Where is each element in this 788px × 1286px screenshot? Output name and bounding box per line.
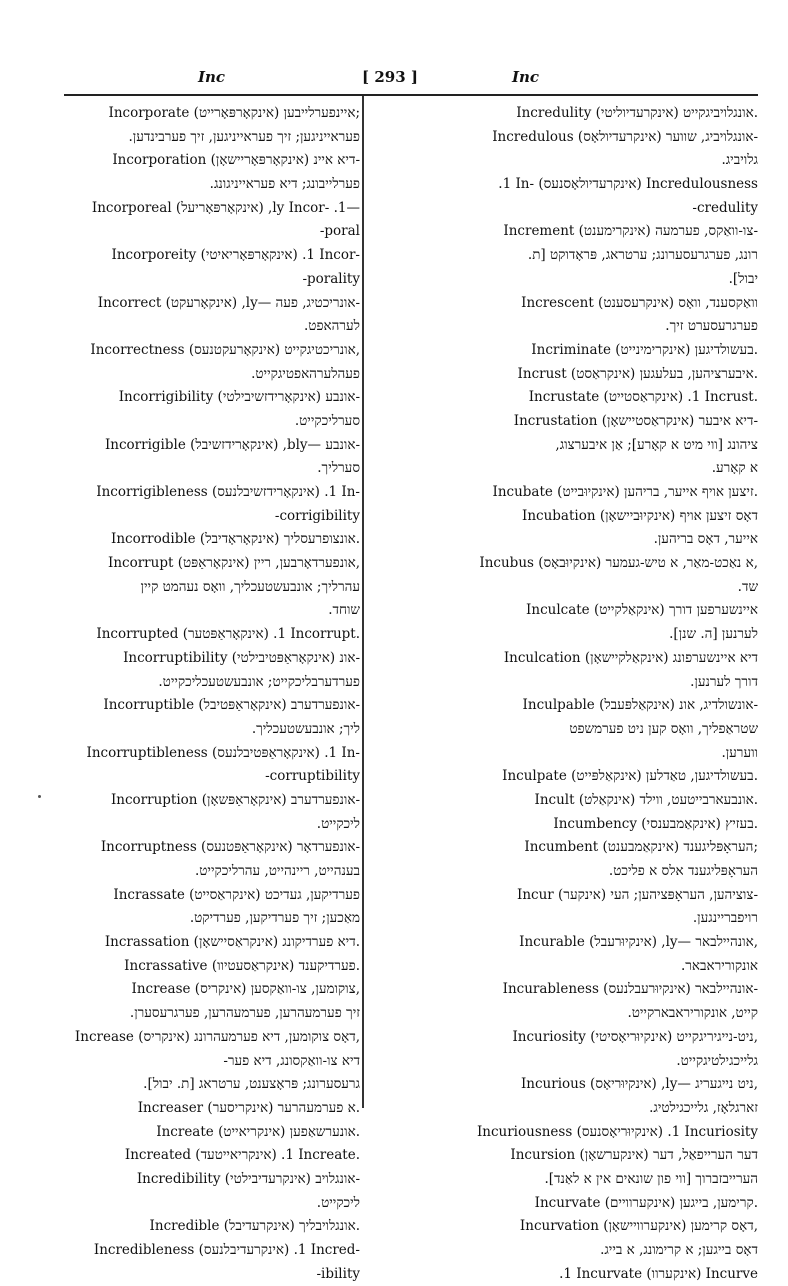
entry-line: דיא צו-וואַקסונג, דיא פער- — [223, 1052, 360, 1069]
entry-line: Incorrupted (אינקאָראַפּטער) .1 Incorrupt. — [96, 626, 360, 643]
entry-line: Incumbent (אינקאַמבענט) העראָפּליגענד; — [524, 839, 758, 856]
entry-line: לערהאפט. — [304, 318, 360, 335]
entry-line: לערנען [ה. שנן]. — [669, 626, 758, 643]
entry-line: Incorruptibleness (אינקאָראַפּטיבלנעס) .1 In- — [86, 744, 360, 761]
entry-line: זארגלאָז, גלייכגילטיג. — [649, 1099, 758, 1116]
entry-line: פערגרעסערט זיך. — [665, 318, 758, 335]
entry-line: קייט, אונקוריראבארקייט. — [627, 1005, 758, 1022]
entry-line: פערלייבונג; דיא פעראייניגונג. — [209, 176, 360, 193]
margin-speck — [38, 795, 41, 798]
entry-line: Incurious (אינקיוּריאָס) ,ly— ניט נייגעריג, — [520, 1076, 758, 1093]
entry-line: -poral — [319, 223, 360, 240]
entry-line: Incurable (אינקיוּרעבל) ,ly— אונהיילבאר, — [519, 934, 758, 951]
entry-line: Incumbency (אינקאַמבענסי) בעזיץ. — [553, 815, 758, 832]
entry-line: Increaser (אינקריסער) א פערמעהרער. — [137, 1099, 360, 1116]
running-head-right: Inc — [512, 68, 540, 86]
entry-line: -porality — [302, 270, 360, 287]
entry-line: Incursion (אינקערשאָן) דער הערייפאַל, דער — [510, 1147, 758, 1164]
entry-line: ווערען. — [721, 744, 758, 761]
entry-line: זיך פערמעהרען, פערמעהרען, פערגרעסערן. — [129, 1005, 360, 1022]
entry-line: Inculcation (אינקאַלקיישאָן) דיא איינשערפונג — [503, 649, 758, 666]
header-rule — [64, 94, 758, 96]
entry-line: Incrust (אינקראַסט) איבערציהען, בעלעגען. — [517, 365, 758, 382]
entry-line: Incorrigibility (אינקאָרידזשיבילטי) אונבע- — [118, 389, 360, 406]
entry-line: אייער, דאָס בריהען. — [653, 531, 758, 548]
entry-line: Incubation (אינקיוּביישאָן) דאָס זיצען אויף — [521, 507, 758, 524]
entry-line: Incorrectness (אינקאָרעקטנעס) אונריכטיגקייט, — [90, 341, 360, 358]
entry-line: סערליכקייט. — [294, 412, 360, 429]
entry-line: Incorrodible (אינקאָראָדיבל) אונצופרעסליך. — [110, 531, 360, 548]
entry-line: Incorruptible (אינקאָראַפּטיבל) אונפערדערב- — [103, 697, 360, 714]
entry-line: Inculpate (אינקאַלפּייט) בעשולדיגען, טאַדלען. — [502, 768, 758, 785]
entry-line: Incrustate (אינקראַסטייט) .1 Incrust. — [528, 389, 758, 406]
entry-line: רויפבריינגען. — [692, 910, 758, 927]
entry-line: Incorruptibility (אינקאָראַפּטיבילטי) אונ- — [123, 649, 360, 666]
left-column — [64, 102, 360, 1286]
entry-line: פערדערבליכקייט; אונבעשטעכליכקייט. — [158, 673, 360, 690]
entry-line: מאַכען; זיך פערדיקען, פערדיקט. — [189, 910, 360, 927]
entry-line: Incrassate (אינקראַסייט) פערדיקען, געדיכט — [113, 886, 360, 903]
entry-line: Incurvation (אינקערוויישאָן) דאָס קרימען, — [519, 1218, 758, 1235]
entry-line: Increase (אינקריס) צוקומען, צו-וואַקסען, — [131, 981, 360, 998]
entry-line: .1 In- (אינקרעדיולאָסנעס) Incredulousness — [498, 176, 758, 193]
entry-line: Incorrect (אינקאָרעקט) ,ly— אונריכטיג, פעה- — [97, 294, 360, 311]
entry-line: א קאָרע. — [711, 460, 758, 477]
entry-line: דאָס בייגען; א קרימונג, א בייג. — [600, 1242, 758, 1258]
entry-line: Increate (אינקריאייט) אונערשאַפען. — [156, 1123, 360, 1140]
entry-line: -corrigibility — [274, 507, 360, 524]
entry-line: בענהייט, ריינהייט, עהרליכקייט. — [194, 863, 360, 879]
running-head-left: Inc — [198, 68, 226, 86]
column-divider — [362, 96, 364, 1108]
entry-line: -corruptibility — [265, 768, 360, 785]
entry-line: עהרליך; אונבעשטעכליך, וואָס נעהמט קיין — [140, 578, 360, 595]
entry-line: גלייכגילטיגקייט. — [676, 1052, 758, 1069]
entry-line: שוחד. — [328, 602, 360, 619]
entry-line: -credulity — [692, 199, 758, 216]
entry-line: Incrassation (אינקראַסיישאָן) דיא פערדיקונג. — [104, 934, 360, 951]
entry-line: ליכקייט. — [316, 815, 360, 832]
entry-line: פעראייניגען; זיך פעראייניגען, זיך פערבינדען. — [128, 128, 360, 145]
entry-line: Incredulous (אינקרעדיולאָס) אונגלויביג, שווער- — [492, 128, 758, 145]
entry-line: Incuriosity (אינקיוּריאָסיטי) ניט-נייגיריגקייט, — [512, 1028, 758, 1045]
entry-line: -ibility — [316, 1265, 360, 1282]
entry-line: Incult (אינקאַלט) אונבעארבייטעט, ווילד. — [534, 791, 758, 808]
page-number: [ 293 ] — [362, 68, 418, 86]
entry-line: Incredulity (אינקרעדיוליטי) אונגלויביגקייט. — [516, 105, 758, 121]
entry-line: Incorporeity (אינקאָרפּאָריאיטי) .1 Incor- — [111, 247, 360, 264]
entry-line: ליכקייט. — [316, 1194, 360, 1211]
entry-line: Incurableness (אינקיוּרעבלנעס) אונהיילבאר- — [502, 981, 758, 998]
entry-line: גרעסערונג; פּראָצענט, ערטראג [ת. יבול]. — [143, 1076, 360, 1093]
right-column — [366, 102, 758, 1286]
entry-line: Incorporation (אינקאָרפּאָריישאָן) דיא איינ- — [112, 152, 360, 169]
entry-line: Incredible (אינקרעדיבל) אונגלויבליך. — [149, 1218, 360, 1235]
entry-line: פעהלערהאפטיגקייט. — [251, 365, 360, 382]
entry-line: דורך לערנען. — [690, 673, 758, 690]
entry-line: יבול]. — [728, 270, 758, 287]
entry-line: Incorruption (אינקאָראַפּשאָן) אונפערדערב- — [110, 791, 360, 808]
entry-line: Incubus (אינקיוּבאָס) א נאַכט-מאַר, א טיש-געמער, — [479, 555, 758, 572]
entry-line: Incorrigible (אינקאָרידזשיבל) ,bly— אונבע- — [104, 436, 360, 453]
entry-line: אונקוריראבאר. — [680, 957, 758, 974]
entry-line: Incriminate (אינקרימינייט) בעשולדיגען. — [531, 341, 758, 358]
entry-line: Incorporate (אינקאָרפּאָרייט) איינפערלייבען; — [108, 105, 360, 121]
entry-line: Inculpable (אינקאַלפּעבל) אונשולדיג, אונ- — [522, 697, 758, 714]
entry-line: Incrustation (אינקראַסטיישאָן) דיא איבער- — [513, 412, 758, 429]
entry-line: Incorrupt (אינקאָראַפּט) אונפערדאָרבען, ריין, — [108, 555, 360, 572]
entry-line: ציהונג [ווי מיט א קאָרע]; אַן איבערצוג, — [555, 436, 758, 453]
entry-line: Increscent (אינקרעסענט) וואַקסענד, וואָס — [521, 294, 758, 311]
entry-line: שד. — [737, 578, 758, 595]
entry-line: Incurvate (אינקערוויים) קרימען, בייגען. — [534, 1194, 758, 1211]
entry-line: Increated (אינקריאייטעד) .1 Increate. — [124, 1147, 360, 1164]
entry-line: Incredibleness (אינקרעדיבלנעס) .1 Incred- — [93, 1242, 360, 1258]
entry-line: Incur (אינקער) צוציהען, העראָפּציהען; העי- — [517, 886, 758, 903]
entry-line: Incorrigibleness (אינקאָרידזשיבלנעס) .1 In- — [96, 484, 360, 500]
entry-line: Incredibility (אינקרעדיבילטי) אונגלויב- — [136, 1170, 360, 1187]
entry-line: הערייבזברוך [ווי פון שונאים אין א לאַנד]. — [544, 1170, 758, 1187]
entry-line: העראָפּליגענד אלס א פליכט. — [608, 863, 758, 879]
entry-line: Incubate (אינקיוּבייט) זיצען אויף אייער, בריהען. — [492, 484, 758, 500]
entry-line: Incuriousness (אינקיוּריאָסנעס) .1 Incuriosity — [476, 1123, 758, 1140]
entry-line: סערליך. — [317, 460, 360, 477]
entry-line: .1 Incurvate (אינקערוו) Incurve — [559, 1265, 758, 1282]
entry-line: Incrassative (אינקראַסעטיוו) פערדיקענד. — [124, 957, 360, 974]
entry-line: Incorporeal (אינקאָרפּאָריעל) ,ly Incor- .1— — [91, 199, 360, 216]
entry-line: גלויביג. — [721, 152, 758, 169]
entry-line: Incorruptness (אינקאָראַפּטנעס) אונפערדאָר- — [100, 839, 360, 856]
entry-line: רונג, פערגרעסערונג; ערטראג, פּראָדוקט [ת. — [527, 247, 758, 264]
entry-line: Inculcate (אינקאַלקייט) איינשערפען דורך — [526, 602, 758, 619]
entry-line: ליך; אונבעשטעכליך. — [251, 720, 360, 737]
entry-line: Increment (אינקרימענט) צו-וואַקס, פערמעה- — [503, 223, 758, 240]
entry-line: שטראַפליך, וואָס קען ניט פערמשפט — [569, 720, 758, 737]
entry-line: Increase (אינקריס) דאָס צוקומען, דיא פערמעהרונג, — [74, 1028, 360, 1045]
